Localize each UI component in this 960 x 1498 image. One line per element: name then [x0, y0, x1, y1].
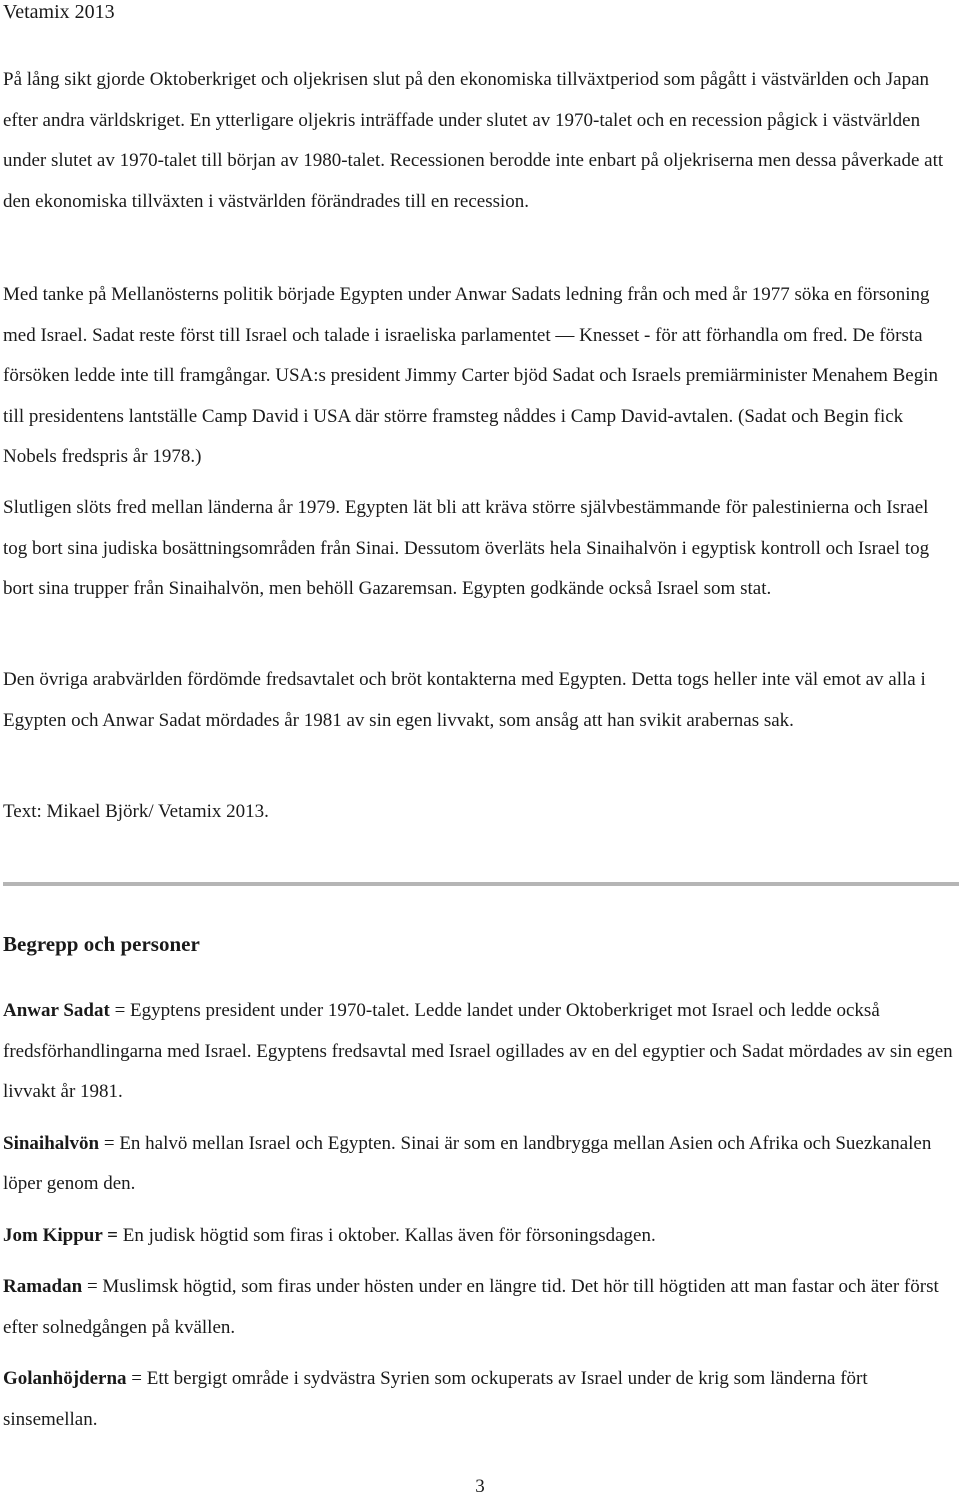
term-separator: = [109, 1000, 131, 1021]
term-name: Jom Kippur = [3, 1224, 119, 1246]
horizontal-divider [3, 882, 959, 886]
term-entry-ramadan [3, 1267, 959, 1348]
term-name: Ramadan [3, 1276, 83, 1297]
term-definition: Ett bergigt område i sydvästra Syrien som ockuperats av Israel under de krig som länderna fört sinsemellan. [3, 1368, 868, 1430]
term-entry-sinaihalvon [3, 1124, 959, 1205]
term-separator: = [99, 1132, 120, 1154]
term-entry-golanhojderna [3, 1359, 959, 1440]
term-definition: En halvö mellan Israel och Egypten. Sinai är som en landbrygga mellan Asien och Afrika och Suezkanalen löper genom den. [3, 1132, 932, 1194]
paragraph-oil-crisis: På lång sikt gjorde Oktoberkriget och oljekrisen slut på den ekonomiska tillväxtperiod som pågått i västvärlden och Japan efter andra världskriget. En ytterligare oljekris inträffade under slutet av 1970-talet och en recession pågick i västvärlden under slutet av 1970-talet till början av 1980-talet. Recessionen berodde inte enbart på oljekriserna men dessa påverkade att den ekonomiska tillväxten i västvärlden förändrades till en recession. [3, 69, 944, 212]
document-header: Vetamix 2013 [3, 1, 115, 23]
term-separator: = [82, 1276, 103, 1297]
term-entry-jom-kippur [3, 1216, 959, 1257]
section-title: Begrepp och personer [3, 932, 200, 956]
term-entry-anwar-sadat [3, 991, 959, 1113]
term-list [3, 991, 959, 1451]
paragraph-peace-treaty-1979: Slutligen slöts fred mellan länderna år 1979. Egypten lät bli att kräva större självbestämmande för palestinierna och Israel tog bort sina judiska bosättningsområden från Sinai. Dessutom överläts hela Sinaihalvön i egyptisk kontroll och Israel tog bort sina trupper från Sinaihalvön, men behöll Gazaremsan. Egypten godkände också Israel som stat. [3, 497, 930, 599]
author-credit: Text: Mikael Björk/ Vetamix 2013. [3, 801, 269, 822]
paragraph-arab-reaction: Den övriga arabvärlden fördömde fredsavtalet och bröt kontakterna med Egypten. Detta togs heller inte väl emot av alla i Egypten och Anwar Sadat mördades år 1981 av sin egen livvakt, som ansåg att han svikit arabernas sak. [3, 669, 926, 731]
term-name: Golanhöjderna [3, 1368, 127, 1389]
term-name: Sinaihalvön [3, 1132, 100, 1154]
term-definition: Egyptens president under 1970-talet. Ledde landet under Oktoberkriget mot Israel och ledde också fredsförhandlingarna med Israel. Egyptens fredsavtal med Israel ogillades av en del egyptier och Sadat mördades av sin egen livvakt år 1981. [3, 1000, 953, 1102]
term-separator: = [126, 1368, 147, 1389]
paragraph-egypt-israel-peace-talks: Med tanke på Mellanösterns politik började Egypten under Anwar Sadats ledning från och med år 1977 söka en försoning med Israel. Sadat reste först till Israel och talade i israeliska parlamentet — Knesset - för att förhandla om fred. De första försöken ledde inte till framgångar. USA:s president Jimmy Carter bjöd Sadat och Israels premiärminister Menahem Begin till presidentens lantställe Camp David i USA där större framsteg nåddes i Camp David-avtalen. (Sadat och Begin fick Nobels fredspris år 1978.) [3, 284, 938, 467]
term-definition: En judisk högtid som firas i oktober. Kallas även för försoningsdagen. [122, 1224, 656, 1246]
term-name: Anwar Sadat [3, 1000, 110, 1021]
term-definition: Muslimsk högtid, som firas under hösten under en längre tid. Det hör till högtiden att man fastar och äter först efter solnedgången på kvällen. [3, 1276, 939, 1338]
page-number: 3 [475, 1476, 485, 1497]
